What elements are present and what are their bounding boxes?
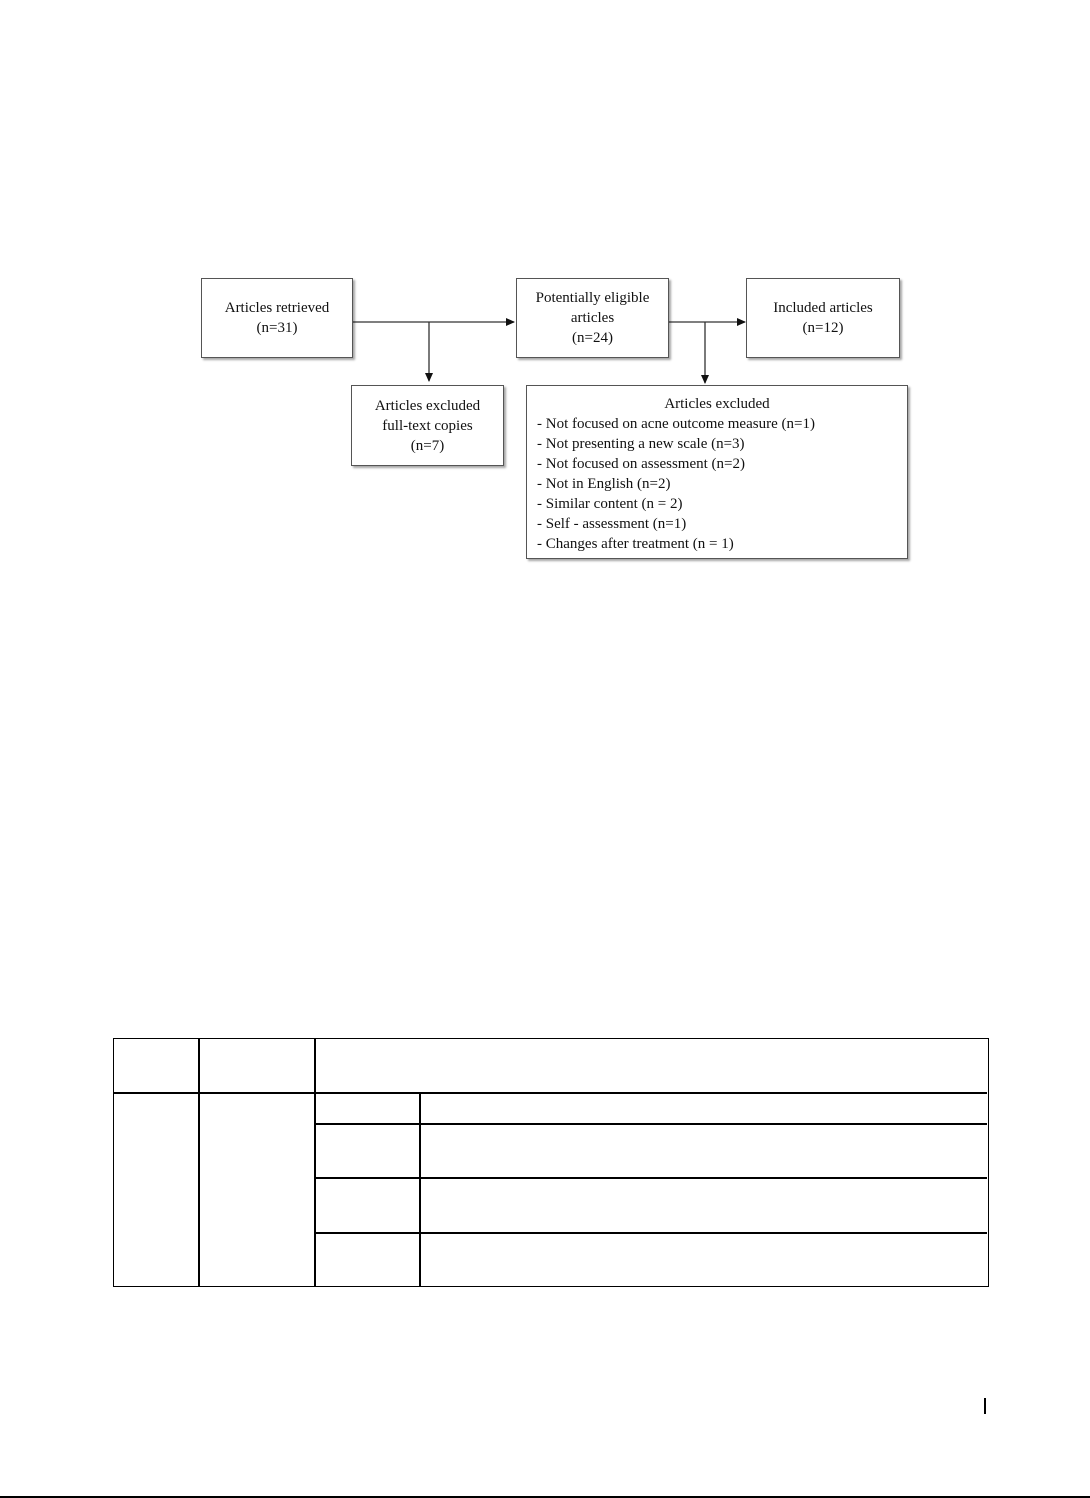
- excluded-reason-item: - Self - assessment (n=1): [537, 516, 687, 532]
- eligible-label-2: articles: [570, 310, 615, 326]
- excluded-reason-item: - Not in English (n=2): [537, 476, 671, 492]
- eligible-count: (n=24): [572, 330, 613, 346]
- box-excluded-reasons: [526, 385, 908, 559]
- excluded-reasons-list: [537, 414, 907, 554]
- retrieved-count: (n=31): [256, 320, 298, 336]
- included-count: (n=12): [802, 320, 844, 336]
- excluded-fulltext-count: (n=7): [410, 437, 445, 454]
- page-number-marker: [984, 1398, 986, 1414]
- box-potentially-eligible: [516, 278, 669, 358]
- box-included-articles: [746, 278, 900, 358]
- table-row-rule: [314, 1123, 987, 1125]
- excluded-reason-item: - Not focused on assessment (n=2): [537, 456, 746, 472]
- table-row-rule: [314, 1232, 987, 1234]
- table-col-divider: [419, 1093, 421, 1286]
- data-table: [113, 1038, 989, 1287]
- excluded-fulltext-label: Articles excluded: [374, 397, 481, 414]
- excluded-reasons-heading: Articles excluded: [664, 396, 770, 412]
- table-header-rule: [114, 1092, 987, 1094]
- excluded-fulltext-label-2: full-text copies: [382, 417, 473, 434]
- box-articles-retrieved: [201, 278, 353, 358]
- included-label: Included articles: [773, 300, 873, 316]
- table-row-rule: [314, 1177, 987, 1179]
- excluded-reason-item: - Not presenting a new scale (n=3): [537, 436, 745, 452]
- retrieved-label: Articles retrieved: [224, 300, 330, 316]
- excluded-reason-item: - Not focused on acne outcome measure (n=1): [537, 416, 815, 432]
- excluded-reason-item: - Similar content (n = 2): [537, 496, 683, 512]
- table-col-divider: [198, 1039, 200, 1286]
- table-col-divider: [314, 1039, 316, 1286]
- box-excluded-fulltext: [351, 385, 504, 466]
- excluded-reason-item: - Changes after treatment (n = 1): [537, 536, 734, 552]
- eligible-label: Potentially eligible: [535, 290, 650, 306]
